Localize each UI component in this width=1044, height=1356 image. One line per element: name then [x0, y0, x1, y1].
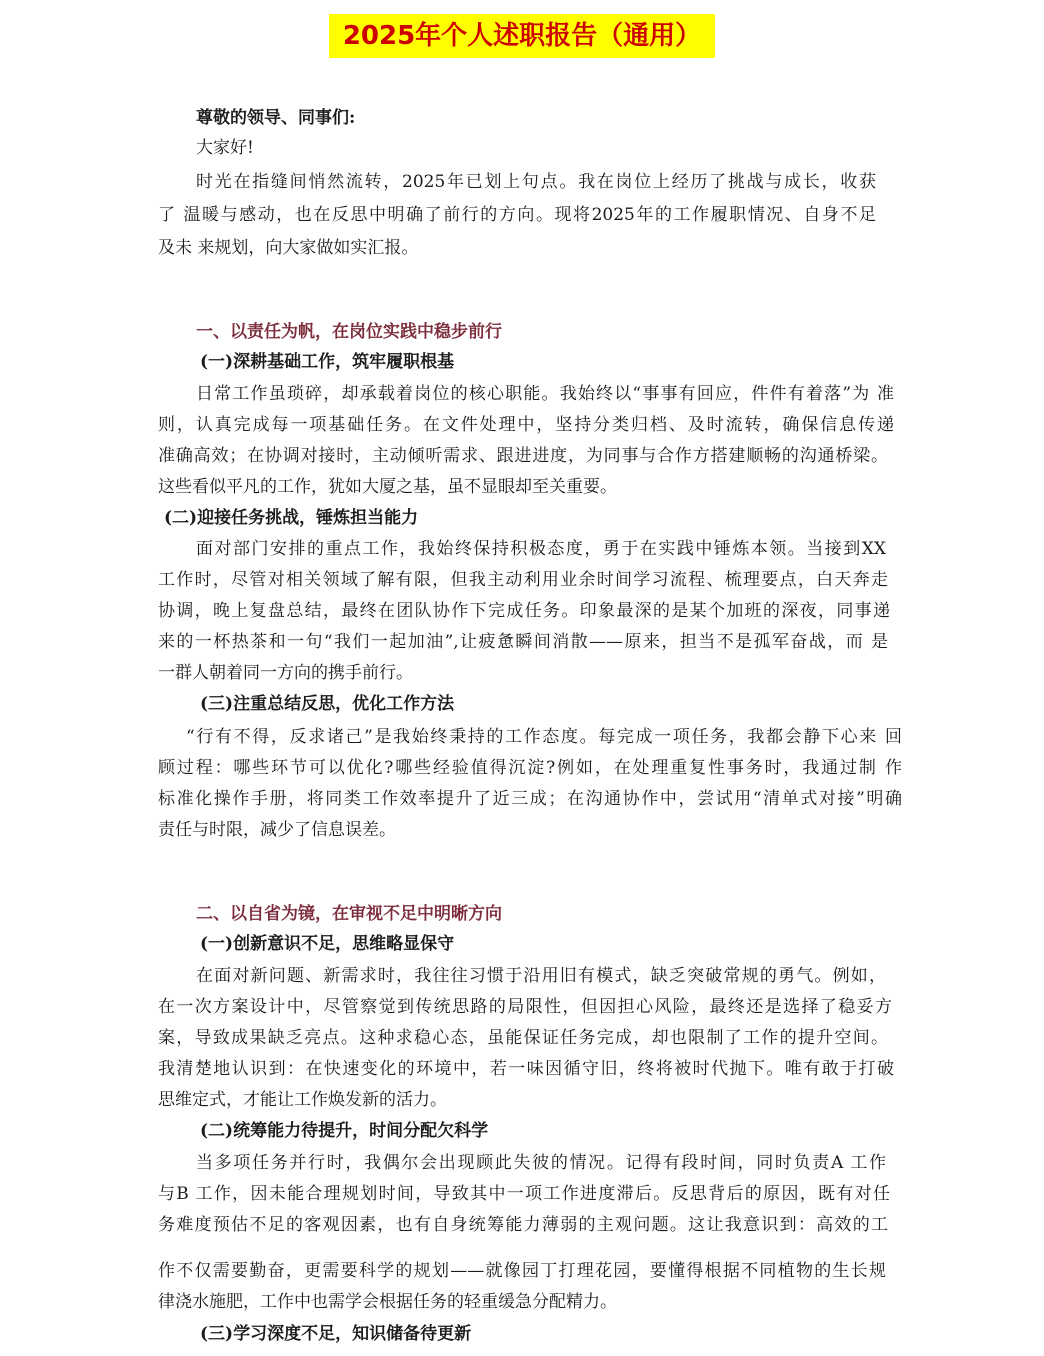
paragraph-line: 这些看似平凡的工作，犹如大厦之基，虽不显眼却至关重要。 [158, 477, 617, 497]
paragraph-line: 一群人朝着同一方向的携手前行。 [158, 663, 413, 683]
paragraph-line: 则，认真完成每一项基础任务。在文件处理中，坚持分类归档、及时流转，确保信息传递 [158, 415, 894, 435]
paragraph-line: 顾过程：哪些环节可以优化?哪些经验值得沉淀?例如，在处理重复性事务时，我通过制 作 [158, 758, 902, 778]
subsection-title: (一)创新意识不足，思维略显保守 [200, 934, 455, 954]
intro-line: 及未 来规划，向大家做如实汇报。 [158, 238, 419, 258]
subsection-title: (三)注重总结反思，优化工作方法 [200, 694, 455, 714]
paragraph-line: 当多项任务并行时，我偶尔会出现顾此失彼的情况。记得有段时间，同时负责A 工作 [196, 1153, 886, 1173]
paragraph-line: 在一次方案设计中，尽管察觉到传统思路的局限性，但因担心风险，最终还是选择了稳妥方 [158, 997, 892, 1017]
paragraph-line: 作不仅需要勤奋，更需要科学的规划——就像园丁打理花园，要懂得根据不同植物的生长规 [158, 1261, 886, 1281]
paragraph-line: 案，导致成果缺乏亮点。这种求稳心态，虽能保证任务完成，却也限制了工作的提升空间。 [158, 1028, 888, 1048]
subsection-title: (三)学习深度不足，知识储备待更新 [200, 1324, 472, 1344]
section-heading: 二、以自省为镜，在审视不足中明晰方向 [196, 904, 502, 924]
title-container [0, 14, 1044, 58]
paragraph-line: 责任与时限，减少了信息误差。 [158, 820, 396, 840]
greeting: 尊敬的领导、同事们: [196, 108, 356, 128]
subsection-title: (二)迎接任务挑战，锤炼担当能力 [164, 508, 419, 528]
document-title: 2025年个人述职报告（通用） [329, 14, 715, 58]
paragraph-line: 面对部门安排的重点工作，我始终保持积极态度，勇于在实践中锤炼本领。当接到XX [196, 539, 886, 559]
subsection-title: (二)统筹能力待提升，时间分配欠科学 [200, 1121, 489, 1141]
paragraph-line: 与B 工作，因未能合理规划时间，导致其中一项工作进度滞后。反思背后的原因，既有对任 [158, 1184, 890, 1204]
paragraph-line: 在面对新问题、新需求时，我往往习惯于沿用旧有模式，缺乏突破常规的勇气。例如， [196, 966, 886, 986]
hello: 大家好! [196, 138, 254, 158]
subsection-title: (一)深耕基础工作，筑牢履职根基 [200, 352, 455, 372]
paragraph-line: 来的一杯热茶和一句“我们一起加油”,让疲惫瞬间消散——原来，担当不是孤军奋战，而 是 [158, 632, 888, 652]
paragraph-line: 工作时，尽管对相关领域了解有限，但我主动利用业余时间学习流程、梳理要点，白天奔走 [158, 570, 888, 590]
paragraph-line: 我清楚地认识到：在快速变化的环境中，若一味因循守旧，终将被时代抛下。唯有敢于打破 [158, 1059, 894, 1079]
paragraph-line: 协调，晚上复盘总结，最终在团队协作下完成任务。印象最深的是某个加班的深夜，同事递 [158, 601, 890, 621]
paragraph-line: 准确高效；在协调对接时，主动倾听需求、跟进进度，为同事与合作方搭建顺畅的沟通桥梁。 [158, 446, 888, 466]
paragraph-line: 日常工作虽琐碎，却承载着岗位的核心职能。我始终以“事事有回应，件件有着落”为 准 [196, 384, 894, 404]
paragraph-line: “行有不得，反求诸己”是我始终秉持的工作态度。每完成一项任务，我都会静下心来 回 [186, 727, 902, 747]
paragraph-line: 务难度预估不足的客观因素，也有自身统筹能力薄弱的主观问题。这让我意识到：高效的工 [158, 1215, 888, 1235]
intro-line: 了 温暖与感动，也在反思中明确了前行的方向。现将2025年的工作履职情况、自身不足 [158, 205, 876, 225]
paragraph-line: 律浇水施肥，工作中也需学会根据任务的轻重缓急分配精力。 [158, 1292, 617, 1312]
paragraph-line: 标准化操作手册，将同类工作效率提升了近三成；在沟通协作中，尝试用“清单式对接”明确 [158, 789, 902, 809]
intro-line: 时光在指缝间悄然流转，2025年已划上句点。我在岗位上经历了挑战与成长，收获 [196, 172, 876, 192]
paragraph-line: 思维定式，才能让工作焕发新的活力。 [158, 1090, 447, 1110]
section-heading: 一、以责任为帆，在岗位实践中稳步前行 [196, 322, 502, 342]
